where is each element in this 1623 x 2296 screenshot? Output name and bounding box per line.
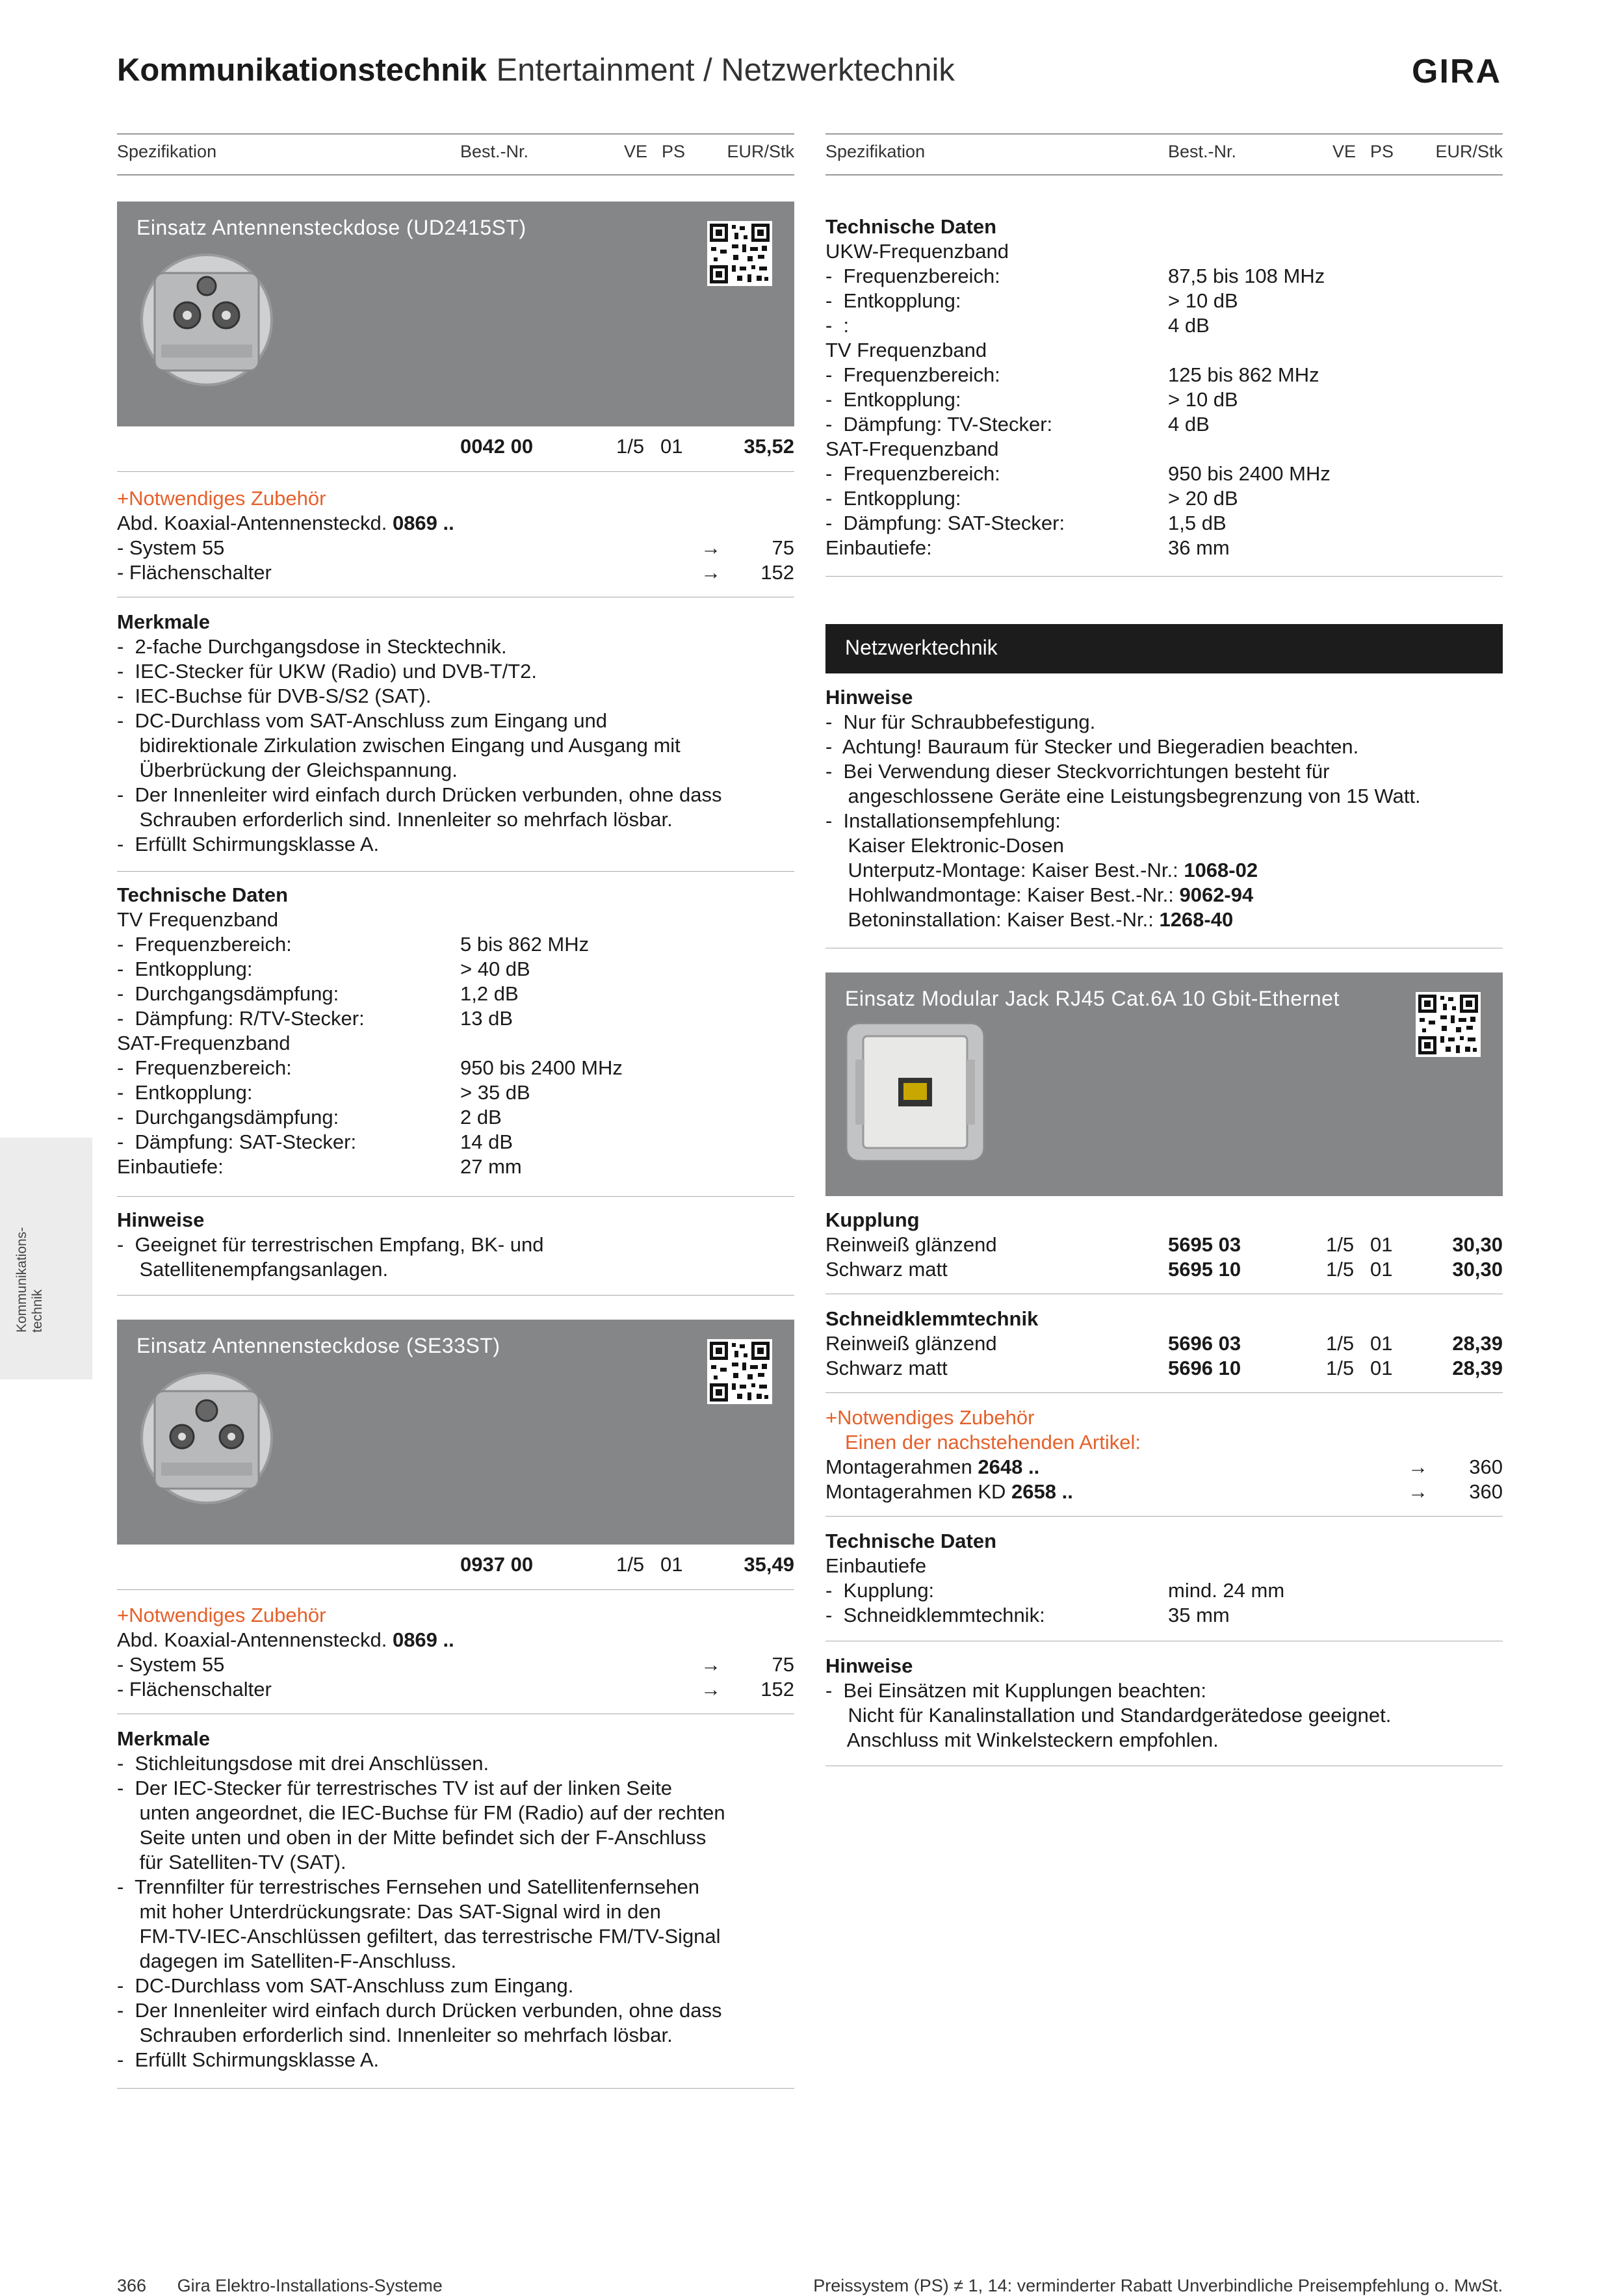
merkmale-list: - 2-fache Durchgangsdose in Stecktechnik. - IEC-Stecker für UKW (Radio) und DVB-T/T2. - IEC-Buchse für DVB-S/S2 (SAT). - DC-Durchlass vom SAT-Anschluss zum Eingang und bidirektionale Zirkulation zwischen Eingang und Ausgang mit Überbrückung der Gleichspannung. - Der Innenleiter wird einfach durch Drücken verbunden, ohne dass Schrauben erforderlich sind. Innenleiter so mehrfach lösbar. - Erfüllt Schirmungsklasse A. [117, 635, 722, 855]
footer-company: Gira Elektro-Installations-Systeme [177, 2276, 443, 2295]
merkmale-heading: Merkmale [117, 610, 211, 633]
zubehoer-row: Montagerahmen 2648 .. [825, 1455, 1040, 1478]
merkmale-heading: Merkmale [117, 1727, 211, 1750]
zubehoer-item: Abd. Koaxial-Antennensteckd. 0869 .. [117, 512, 454, 534]
zubehoer-row: - System 55 [117, 1653, 225, 1676]
variant-nr: 5696 03 [1168, 1332, 1241, 1355]
brand-logo: GIRA [1412, 53, 1501, 90]
order-ps: 01 [660, 435, 683, 458]
variant-ve: 1/5 [1326, 1258, 1355, 1281]
colhdr-ps-right: PS [1370, 142, 1394, 161]
arrow-right-icon: → [1408, 1480, 1428, 1503]
zubehoer-heading: +Notwendiges Zubehör [117, 487, 326, 510]
section-bar-netzwerktechnik [825, 624, 1503, 673]
variant-label: Schwarz matt [825, 1357, 948, 1379]
variant-ps: 01 [1370, 1233, 1393, 1256]
zubehoer-row: Montagerahmen KD 2658 .. [825, 1480, 1073, 1503]
page-ref-link[interactable]: 75 [772, 1653, 794, 1676]
merkmale-list: - Stichleitungsdose mit drei Anschlüssen. - Der IEC-Stecker für terrestrisches TV ist auf der linken Seite unten angeordnet, die IEC-Buchse für FM (Radio) auf der rechten Seite unten und oben in der Mitte befindet sich der F-Anschluss für Satelliten-TV (SAT). - Trennfilter für terrestrisches Fernsehen und Satellitenfernsehen mit hoher Unterdrückungsrate: Das SAT-Signal wird in den FM-TV-IEC-Anschlüssen gefiltert, das terrestrische FM/TV-Signal dagegen im Satelliten-F-Anschluss. - DC-Durchlass vom SAT-Anschluss zum Eingang. - Der Innenleiter wird einfach durch Drücken verbunden, ohne dass Schrauben erforderlich sind. Innenleiter so mehrfach lösbar. - Erfüllt Schirmungsklasse A. [117, 1752, 725, 2071]
plus-icon: + [825, 1406, 838, 1429]
order-ve: 1/5 [616, 1553, 645, 1576]
qr-code-icon[interactable] [1416, 992, 1481, 1057]
arrow-right-icon: → [701, 536, 721, 559]
tech-table: TV Frequenzband - Frequenzbereich: 5 bis 862 MHz - Entkopplung: > 40 dB - Durchgangsdämpfung: 1,2 dB - Dämpfung: R/TV-Stecker: 13 dB SAT-Frequenzband - Frequenzbereich: 950 bis 2400 MHz - Entkopplung: > 35 dB - Durchgangsdämpfung: 2 dB - Dämpfung: SAT-Stecker: 14 dB Einbautiefe: 27 mm [117, 908, 623, 1178]
zubehoer-row: - Flächenschalter [117, 561, 272, 584]
kupplung-heading: Kupplung [825, 1208, 920, 1231]
hinweise-heading: Hinweise [825, 686, 913, 709]
order-price: 35,49 [744, 1553, 794, 1576]
page-number: 366 [117, 2276, 147, 2295]
hinweise-list: - Bei Einsätzen mit Kupplungen beachten: Nicht für Kanalinstallation und Standardgerätedose geeignet. Anschluss mit Winkelsteckern empfohlen. [825, 1679, 1392, 1751]
plus-icon: + [117, 1604, 129, 1626]
variant-nr: 5695 03 [1168, 1233, 1241, 1256]
order-nr: 0937 00 [460, 1553, 534, 1576]
page-header [117, 52, 955, 88]
arrow-right-icon: → [701, 1678, 721, 1701]
tech-table: UKW-Frequenzband - Frequenzbereich: 87,5 bis 108 MHz - Entkopplung: > 10 dB - : 4 dB TV Frequenzband - Frequenzbereich: 125 bis 862 MHz - Entkopplung: > 10 dB - Dämpfung: TV-Stecker: 4 dB SAT-Frequenzband - Frequenzbereich: 950 bis 2400 MHz - Entkopplung: > 20 dB - Dämpfung: SAT-Stecker: 1,5 dB Einbautiefe: 36 mm [825, 240, 1331, 559]
variant-price: 28,39 [1452, 1357, 1503, 1379]
variant-price: 28,39 [1452, 1332, 1503, 1355]
hinweise-list: - Geeignet für terrestrischen Empfang, BK- und Satellitenempfangsanlagen. [117, 1233, 544, 1281]
page-ref-link[interactable]: 75 [772, 536, 794, 559]
colhdr-eur-left: EUR/Stk [727, 142, 794, 161]
variant-nr: 5695 10 [1168, 1258, 1241, 1281]
colhdr-best-right: Best.-Nr. [1168, 142, 1237, 161]
product-title: Einsatz Modular Jack RJ45 Cat.6A 10 Gbit-Ethernet [845, 987, 1340, 1010]
colhdr-spec-left: Spezifikation [117, 142, 217, 161]
order-nr: 0042 00 [460, 435, 534, 458]
antenna-socket-image [135, 247, 278, 397]
order-ve: 1/5 [616, 435, 645, 458]
plus-icon: + [117, 487, 129, 510]
footer [117, 2275, 443, 2296]
product-title: Einsatz Antennensteckdose (UD2415ST) [136, 216, 526, 239]
section-title: Netzwerktechnik [845, 636, 998, 659]
arrow-right-icon: → [1408, 1455, 1428, 1478]
variant-ps: 01 [1370, 1357, 1393, 1379]
zubehoer-subheading: Einen der nachstehenden Artikel: [845, 1431, 1141, 1454]
tech-table: Einbautiefe - Kupplung: mind. 24 mm - Schneidklemmtechnik: 35 mm [825, 1554, 1285, 1626]
page-ref-link[interactable]: 360 [1469, 1455, 1503, 1478]
variant-ps: 01 [1370, 1332, 1393, 1355]
colhdr-eur-right: EUR/Stk [1435, 142, 1503, 161]
hinweise-list: - Nur für Schraubbefestigung. - Achtung! Bauraum für Stecker und Biegeradien beachten. - Bei Verwendung dieser Steckvorrichtungen besteht für angeschlossene Geräte eine Leistungsbegrenzung von 15 Watt. - Installationsempfehlung: Kaiser Elektronic-Dosen Unterputz-Montage: Kaiser Best.-Nr.: 1068-02 Hohlwandmontage: Kaiser Best.-Nr.: 9062-94 Betoninstallation: Kaiser Best.-Nr.: 1268-40 [825, 711, 1421, 931]
colhdr-spec-right: Spezifikation [825, 142, 926, 161]
colhdr-ve-right: VE [1332, 142, 1357, 161]
order-ps: 01 [660, 1553, 683, 1576]
rj45-jack-image [844, 1021, 987, 1164]
colhdr-ve-left: VE [624, 142, 648, 161]
page-title: Kommunikationstechnik [117, 53, 487, 88]
hinweise-heading: Hinweise [825, 1654, 913, 1677]
variant-nr: 5696 10 [1168, 1357, 1241, 1379]
variant-ve: 1/5 [1326, 1233, 1355, 1256]
product-card-se33st [117, 1320, 794, 1545]
tech-heading: Technische Daten [117, 883, 289, 906]
product-card-ud2415st [117, 202, 794, 426]
zubehoer-heading: +Notwendiges Zubehör [825, 1406, 1035, 1429]
page-ref-link[interactable]: 152 [760, 561, 794, 584]
variant-ps: 01 [1370, 1258, 1393, 1281]
colhdr-ps-left: PS [662, 142, 686, 161]
zubehoer-row: - Flächenschalter [117, 1678, 272, 1701]
variant-ve: 1/5 [1326, 1357, 1355, 1379]
zubehoer-row: - System 55 [117, 536, 225, 559]
variant-price: 30,30 [1452, 1258, 1503, 1281]
antenna-socket-image [135, 1365, 278, 1515]
qr-code-icon[interactable] [707, 1339, 772, 1404]
variant-label: Reinweiß glänzend [825, 1332, 997, 1355]
variant-price: 30,30 [1452, 1233, 1503, 1256]
product-card-rj45 [825, 972, 1503, 1196]
variant-ve: 1/5 [1326, 1332, 1355, 1355]
variant-label: Reinweiß glänzend [825, 1233, 997, 1256]
footer-note: Preissystem (PS) ≠ 1, 14: verminderter Rabatt Unverbindliche Preisempfehlung o. MwSt. [813, 2276, 1503, 2295]
arrow-right-icon: → [701, 561, 721, 584]
hinweise-heading: Hinweise [117, 1208, 205, 1231]
page-subtitle: Entertainment / Netzwerktechnik [496, 53, 955, 88]
schneid-heading: Schneidklemmtechnik [825, 1307, 1039, 1330]
page-ref-link[interactable]: 152 [760, 1678, 794, 1701]
variant-label: Schwarz matt [825, 1258, 948, 1281]
zubehoer-heading: +Notwendiges Zubehör [117, 1604, 326, 1626]
zubehoer-item: Abd. Koaxial-Antennensteckd. 0869 .. [117, 1628, 454, 1651]
product-title: Einsatz Antennensteckdose (SE33ST) [136, 1334, 500, 1357]
colhdr-best-left: Best.-Nr. [460, 142, 529, 161]
arrow-right-icon: → [701, 1653, 721, 1676]
qr-code-icon[interactable] [707, 221, 772, 286]
tech-heading: Technische Daten [825, 1530, 997, 1552]
order-price: 35,52 [744, 435, 794, 458]
page-ref-link[interactable]: 360 [1469, 1480, 1503, 1503]
side-tab-label: Kommunikations- technik [14, 1227, 45, 1333]
tech-heading: Technische Daten [825, 215, 997, 238]
